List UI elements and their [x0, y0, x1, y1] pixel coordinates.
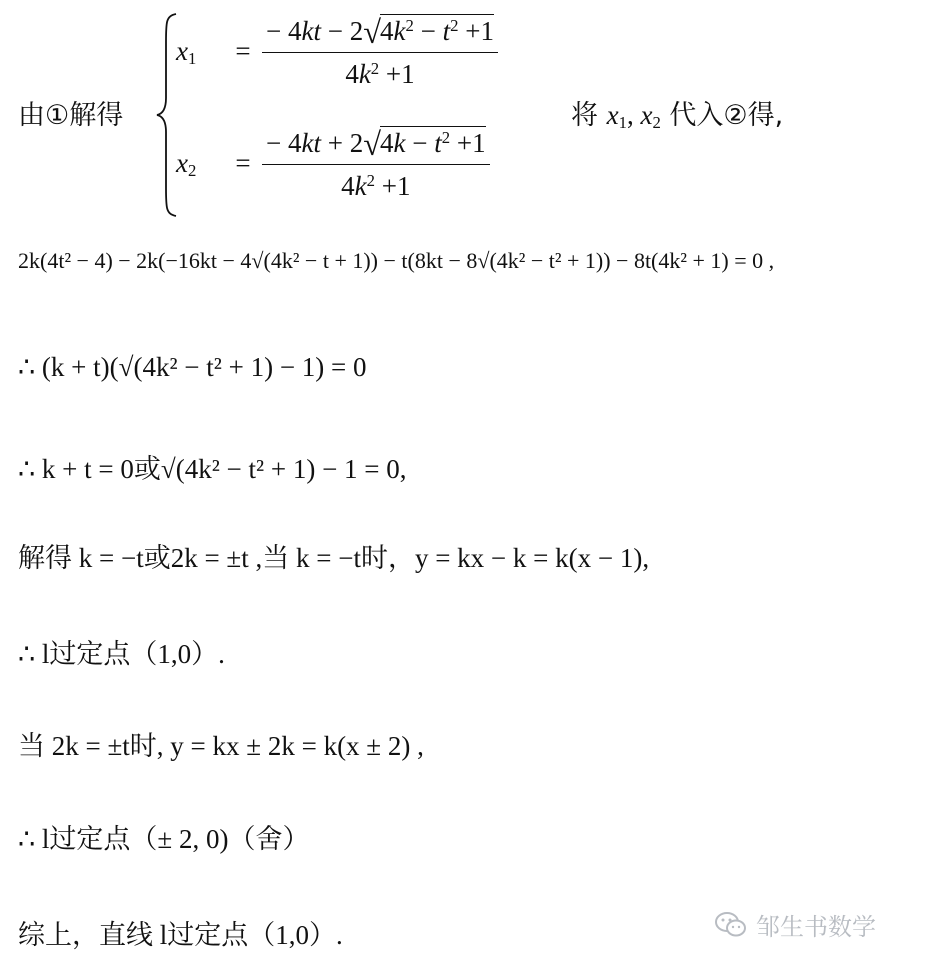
- solution-line: 解得 k = −t或2k = ±t ,当 k = −t时，y = kx − k = k(x − 1),: [18, 543, 650, 573]
- lead-text: 由①解得: [18, 100, 124, 131]
- fixed-point-rejected-line: ∴ l过定点（± 2, 0)（舍）: [18, 824, 310, 854]
- x1-sqrt: $√4k^2 - t^2 +1$: [363, 14, 494, 51]
- conclusion-line: 综上，直线 l过定点（1,0）.: [18, 920, 343, 950]
- x1-denominator: $4k^2 +1$: [345, 58, 415, 89]
- expanded-equation: 2k(4t² − 4) − 2k(−16kt − 4√(4k² − t + 1)) − t(8kt − 8√(4k² − t² + 1)) − 8t(4k² + 1) = 0 ,: [18, 248, 775, 273]
- x1-row: [176, 14, 498, 90]
- x2-sqrt: $√4k - t^2 +1$: [363, 126, 486, 163]
- solution-system: [18, 8, 918, 218]
- watermark-text: 邹生书数学: [756, 913, 876, 941]
- second-case-line: 当 2k = ±t时, y = kx ± 2k = k(x ± 2) ,: [18, 731, 424, 761]
- x2-denominator: $4k^2 +1$: [341, 170, 411, 201]
- x1-fraction: [262, 14, 498, 90]
- fixed-point-line-1: ∴ l过定点（1,0）.: [18, 639, 225, 669]
- x1-eq-sign: =: [235, 36, 251, 67]
- wechat-icon: [714, 910, 748, 940]
- watermark: [714, 907, 876, 942]
- left-brace: [156, 12, 178, 218]
- x2-row: [176, 126, 490, 202]
- x2-var: x: [176, 148, 188, 179]
- x1-sub: 1: [187, 49, 197, 69]
- x2-numerator: − $4kt + 2√4k - t^2 +1$: [262, 126, 490, 165]
- x2-sub: 2: [187, 161, 197, 181]
- x1-numerator: − $4kt - 2√4k^2 - t^2 +1$: [262, 14, 498, 53]
- factored-equation: ∴ (k + t)(√(4k² − t² + 1) − 1) = 0: [18, 352, 367, 382]
- substitution-text: 将 $x_1$, $x_2$ 代入②得,: [571, 100, 784, 133]
- x1-var: x: [176, 36, 188, 67]
- x2-fraction: [262, 126, 490, 202]
- case-split-equation: ∴ k + t = 0或√(4k² − t² + 1) − 1 = 0,: [18, 454, 407, 484]
- x2-eq-sign: =: [235, 148, 251, 179]
